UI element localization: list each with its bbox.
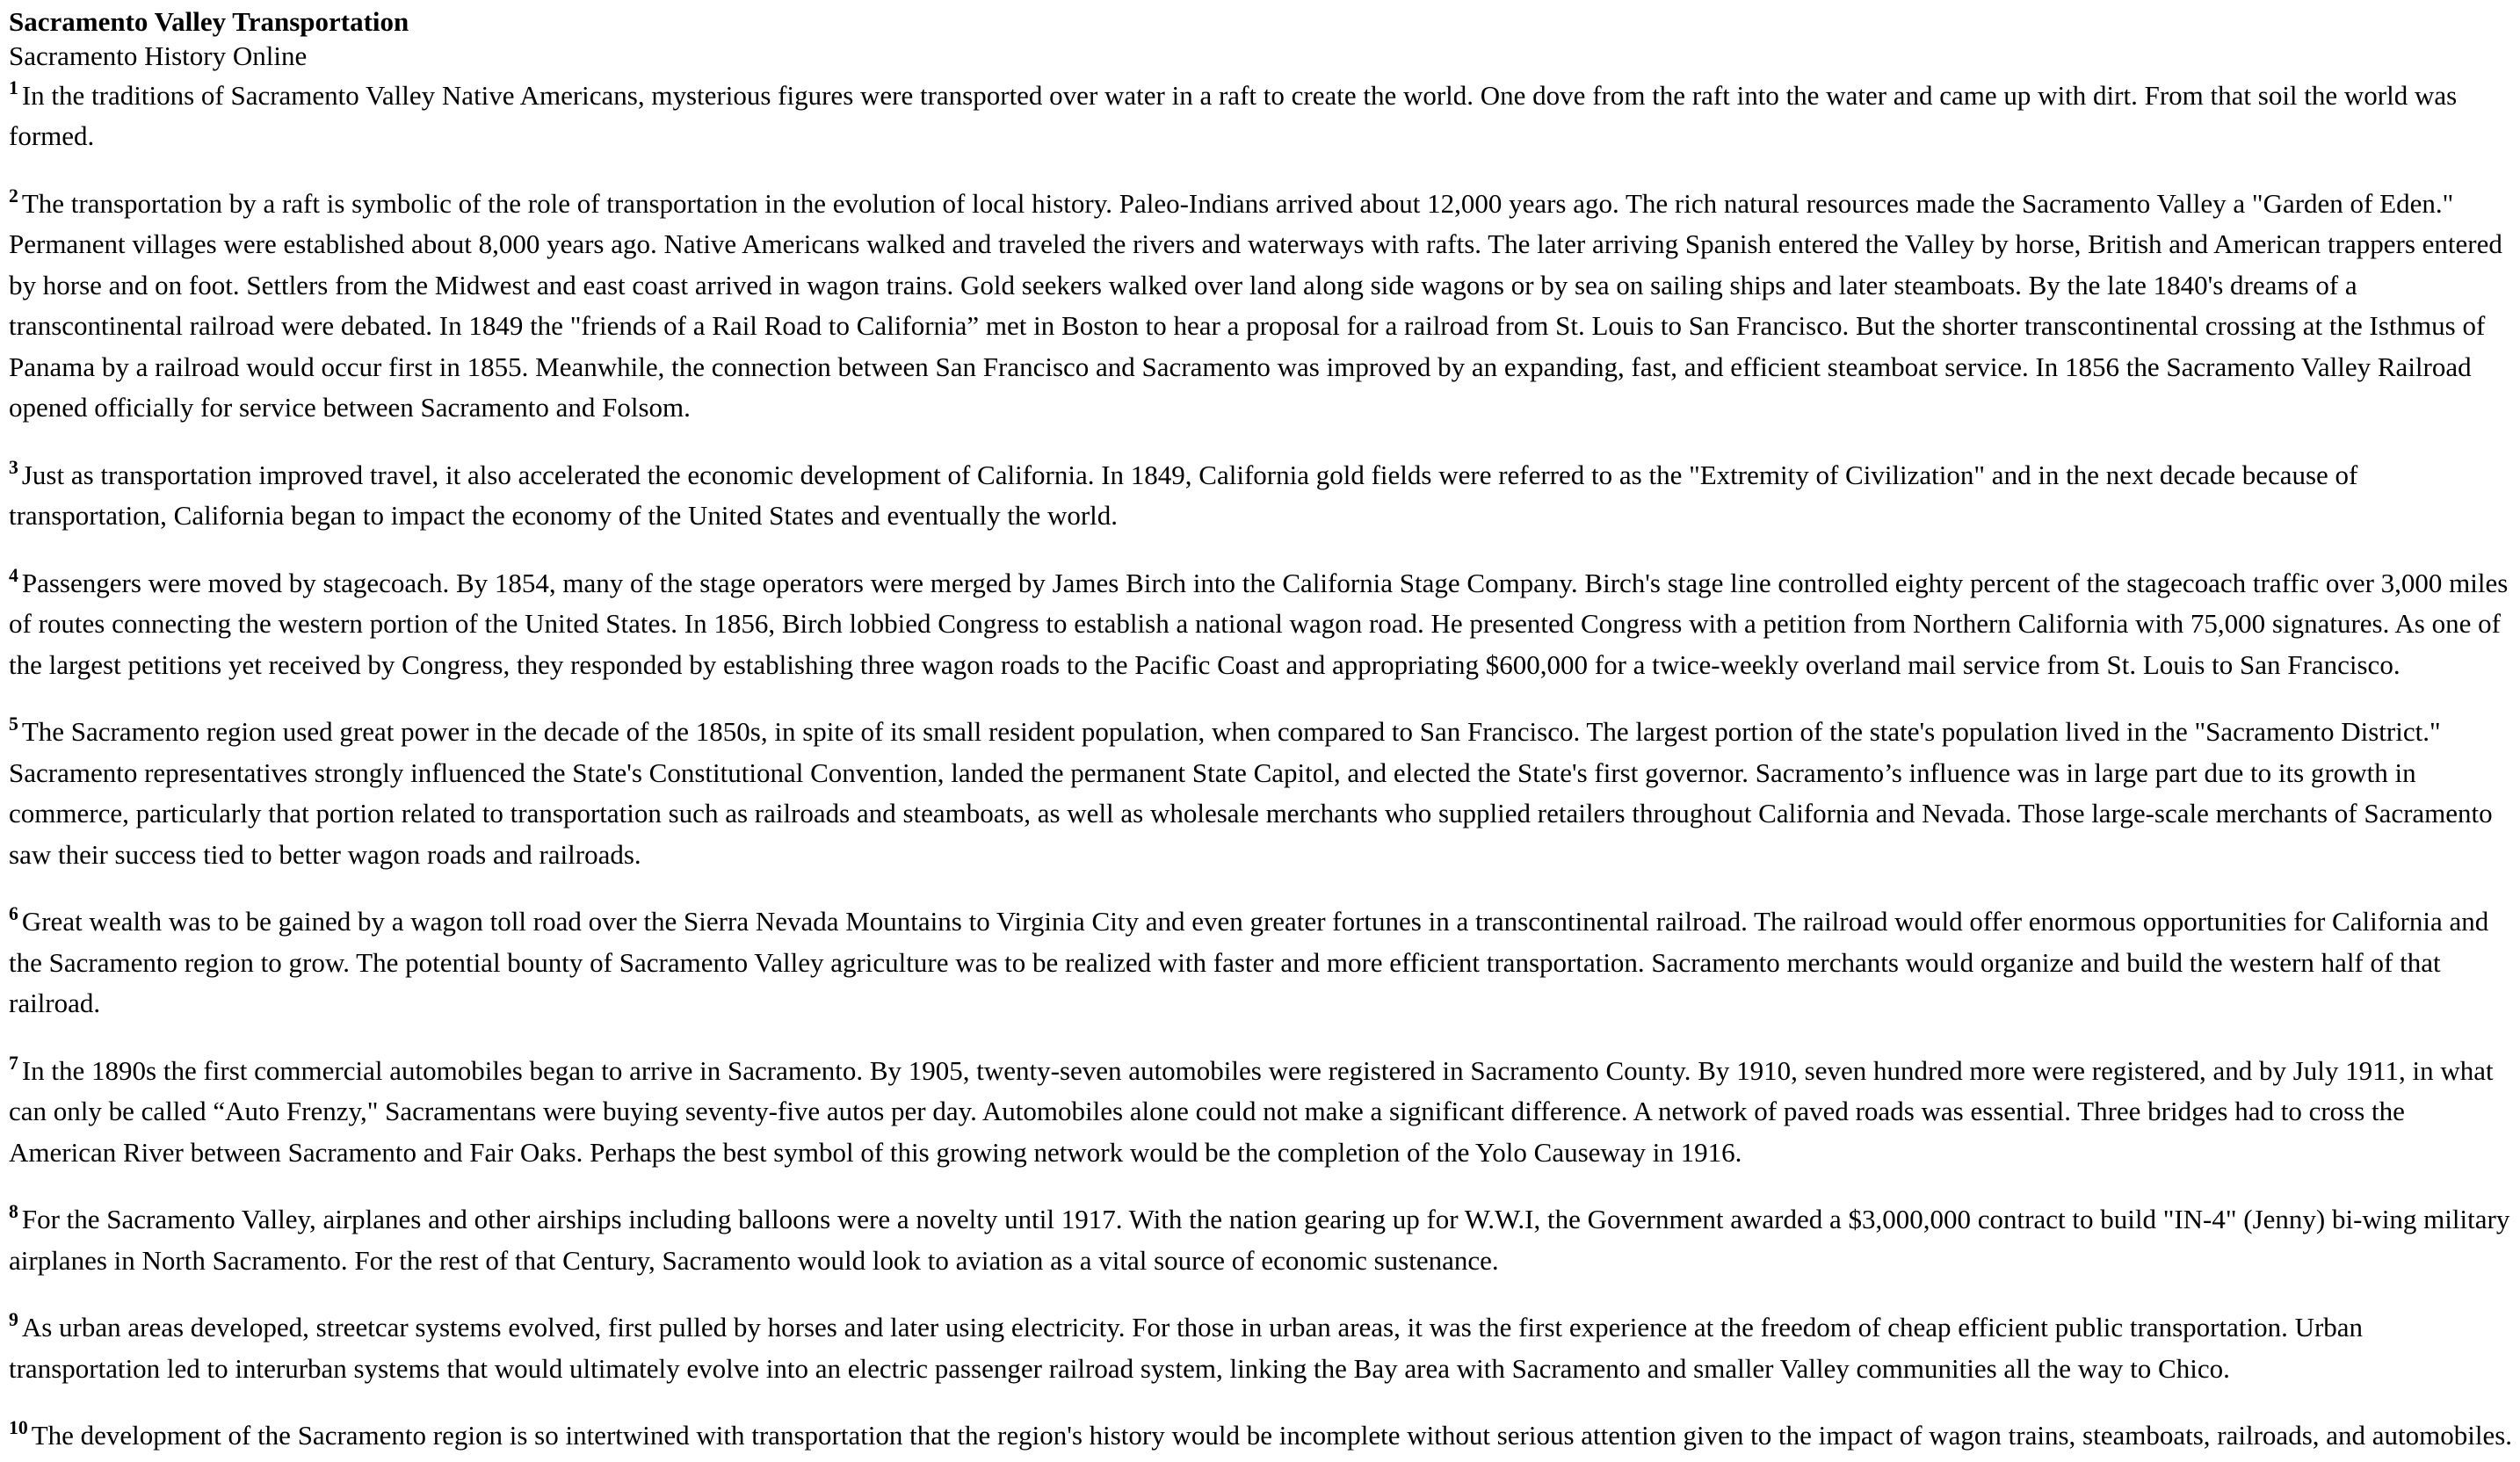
paragraph-text: The development of the Sacramento region is so intertwined with transportation that the region's history would be incomplete without serious attention given to the impact of wagon trains, steamboats, railroads, and automobiles.: [31, 1420, 2513, 1451]
paragraph-8: [9, 1199, 2513, 1281]
page-title: Sacramento Valley Transportation: [9, 6, 409, 37]
paragraph-10: [9, 1415, 2513, 1457]
paragraph-text: In the traditions of Sacramento Valley Native Americans, mysterious figures were transported over water in a raft to create the world. One dove from the raft into the water and came up with dirt. From that soil the world was formed.: [9, 79, 2458, 151]
paragraph-text: The transportation by a raft is symbolic of the role of transportation in the evolution of local history. Paleo-Indians arrived about 12,000 years ago. The rich natural resources made the Sacramento Valley a "Garden of Eden." Permanent villages were established about 8,000 years ago. Native Americans walked and traveled the rivers and waterways with rafts. The later arriving Spanish entered the Valley by horse, British and American trappers entered by horse and on foot. Settlers from the Midwest and east coast arrived in wagon trains. Gold seekers walked over land along side wagons or by sea on sailing ships and later steamboats. By the late 1840's dreams of a transcontinental railroad were debated. In 1849 the "friends of a Rail Road to California” met in Boston to hear a proposal for a railroad from St. Louis to San Francisco. But the shorter transcontinental crossing at the Isthmus of Panama by a railroad would occur first in 1855. Meanwhile, the connection between San Francisco and Sacramento was improved by an expanding, fast, and efficient steamboat service. In 1856 the Sacramento Valley Railroad opened officially for service between Sacramento and Folsom.: [9, 187, 2502, 423]
paragraph-2: [9, 184, 2513, 429]
paragraph-4: [9, 563, 2513, 686]
paragraph-7: [9, 1051, 2513, 1174]
paragraph-text: The Sacramento region used great power in the decade of the 1850s, in spite of its small resident population, when compared to San Francisco. The largest portion of the state's population lived in the "Sacramento District." Sacramento representatives strongly influenced the State's Constitutional Convention, landed the permanent State Capitol, and elected the State's first governor. Sacramento’s influence was in large part due to its growth in commerce, particularly that portion related to transportation such as railroads and steamboats, as well as wholesale merchants who supplied retailers throughout California and Nevada. Those large-scale merchants of Sacramento saw their success tied to better wagon roads and railroads.: [9, 716, 2493, 870]
page-subtitle: Sacramento History Online: [9, 40, 308, 71]
paragraph-number: 6: [9, 903, 18, 925]
paragraph-text: Passengers were moved by stagecoach. By 1854, many of the stage operators were merged by James Birch into the California Stage Company. Birch's stage line controlled eighty percent of the stagecoach traffic over 3,000 miles of routes connecting the western portion of the United States. In 1856, Birch lobbied Congress to establish a national wagon road. He presented Congress with a petition from Northern California with 75,000 signatures. As one of the largest petitions yet received by Congress, they responded by establishing three wagon roads to the Pacific Coast and appropriating $600,000 for a twice-weekly overland mail service from St. Louis to San Francisco.: [9, 567, 2509, 680]
paragraph-number: 7: [9, 1052, 18, 1074]
paragraph-5: [9, 712, 2513, 875]
paragraph-text: As urban areas developed, streetcar systems evolved, first pulled by horses and later using electricity. For those in urban areas, it was the first experience at the freedom of cheap efficient public transportation. Urban transportation led to interurban systems that would ultimately evolve into an electric passenger railroad system, linking the Bay area with Sacramento and smaller Valley communities all the way to Chico.: [9, 1312, 2364, 1384]
document-body: [9, 76, 2513, 1457]
paragraph-6: [9, 901, 2513, 1024]
paragraph-number: 2: [9, 185, 18, 206]
document-header: [9, 5, 2513, 74]
paragraph-number: 3: [9, 456, 18, 478]
paragraph-number: 5: [9, 713, 18, 735]
paragraph-number: 10: [9, 1417, 28, 1439]
paragraph-text: Just as transportation improved travel, it also accelerated the economic development of California. In 1849, California gold fields were referred to as the "Extremity of Civilization" and in the next decade because of transportation, California began to impact the economy of the United States and eventually the world.: [9, 459, 2358, 531]
paragraph-text: Great wealth was to be gained by a wagon toll road over the Sierra Nevada Mountains to Virginia City and even greater fortunes in a transcontinental railroad. The railroad would offer enormous opportunities for California and the Sacramento region to grow. The potential bounty of Sacramento Valley agriculture was to be realized with faster and more efficient transportation. Sacramento merchants would organize and build the western half of that railroad.: [9, 906, 2489, 1018]
paragraph-text: In the 1890s the first commercial automobiles began to arrive in Sacramento. By 1905, twenty-seven automobiles were registered in Sacramento County. By 1910, seven hundred more were registered, and by July 1911, in what can only be called “Auto Frenzy," Sacramentans were buying seventy-five autos per day. Automobiles alone could not make a significant difference. A network of paved roads was essential. Three bridges had to cross the American River between Sacramento and Fair Oaks. Perhaps the best symbol of this growing network would be the completion of the Yolo Causeway in 1916.: [9, 1054, 2494, 1168]
paragraph-number: 1: [9, 76, 18, 98]
paragraph-9: [9, 1307, 2513, 1389]
paragraph-number: 8: [9, 1201, 18, 1223]
document-page: [9, 5, 2513, 1457]
paragraph-3: [9, 455, 2513, 537]
paragraph-number: 4: [9, 564, 18, 586]
paragraph-1: [9, 76, 2513, 157]
paragraph-text: For the Sacramento Valley, airplanes and other airships including balloons were a novelty until 1917. With the nation gearing up for W.W.I, the Government awarded a $3,000,000 contract to build "IN-4" (Jenny) bi-wing military airplanes in North Sacramento. For the rest of that Century, Sacramento would look to aviation as a vital source of economic sustenance.: [9, 1204, 2510, 1276]
paragraph-number: 9: [9, 1309, 18, 1331]
